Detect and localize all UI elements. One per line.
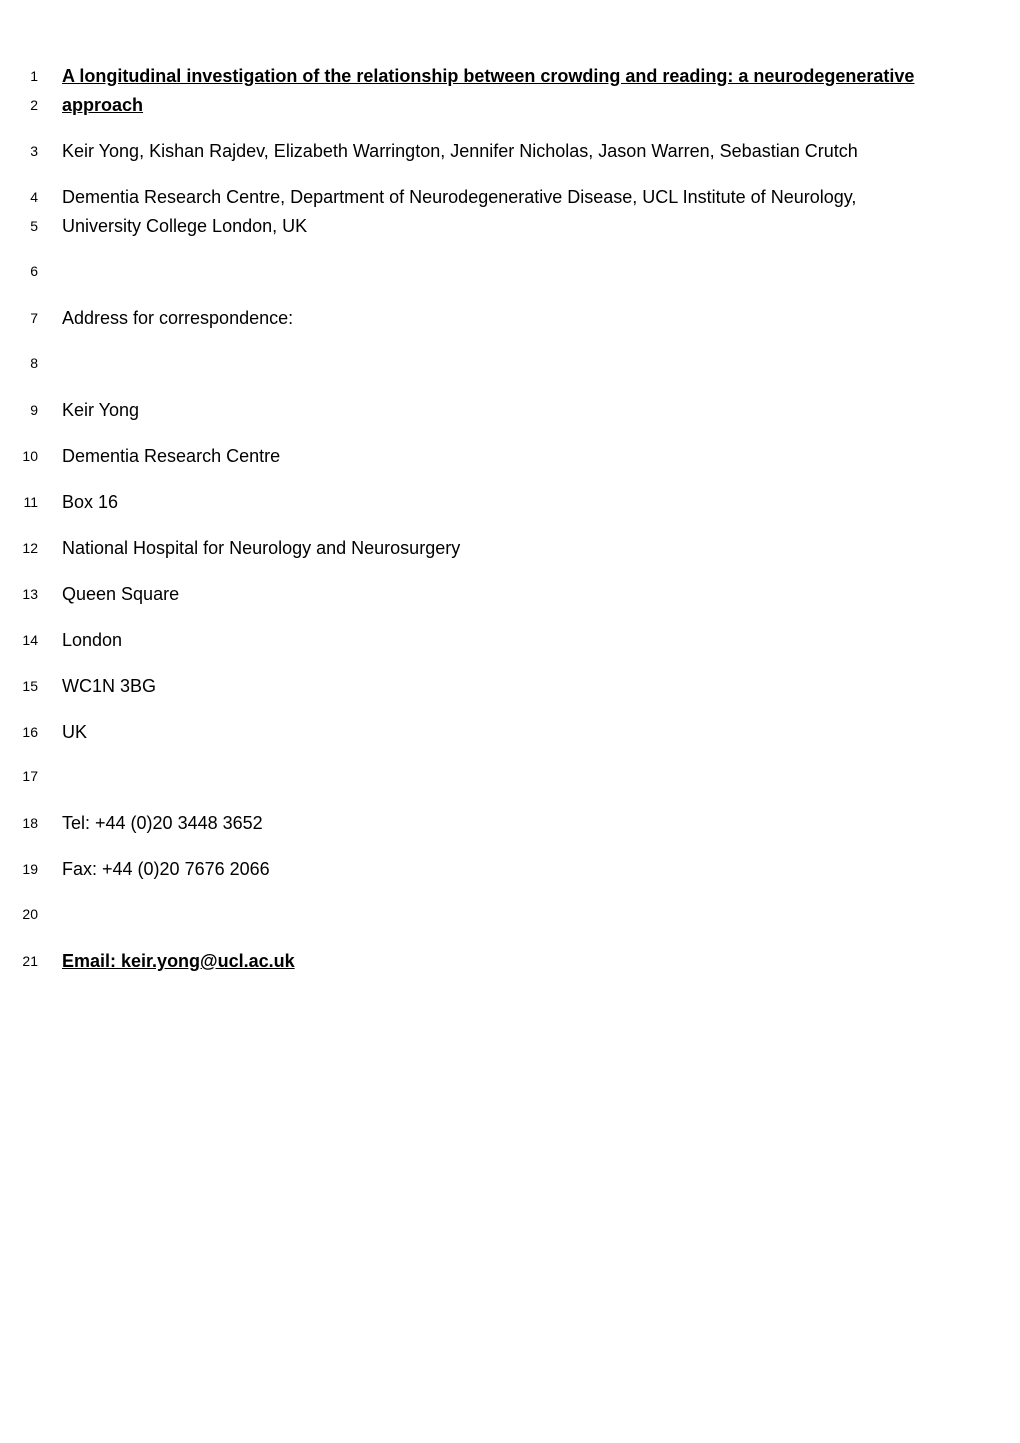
address-hospital: National Hospital for Neurology and Neurosurgery [62, 538, 461, 558]
affiliation-line-2 [0, 213, 1020, 239]
affiliation-line-1 [0, 184, 1020, 210]
line-number: 13 [22, 586, 38, 602]
address-line [0, 397, 1020, 423]
line-number: 20 [22, 906, 38, 922]
line-number: 4 [30, 189, 38, 205]
line-number: 12 [22, 540, 38, 556]
correspondence-heading: Address for correspondence: [62, 308, 294, 328]
line-number: 16 [22, 724, 38, 740]
address-city: London [62, 630, 123, 650]
line-number: 21 [22, 953, 38, 969]
affiliation: Dementia Research Centre, Department of Neurodegenerative Disease, UCL Institute of Neurology, [62, 187, 857, 207]
email-link[interactable]: Email: keir.yong@ucl.ac.uk [62, 951, 295, 971]
line-number: 2 [30, 97, 38, 113]
line-number: 8 [30, 355, 38, 371]
blank-line [0, 350, 1020, 376]
fax: Fax: +44 (0)20 7676 2066 [62, 859, 270, 879]
blank-line [0, 258, 1020, 284]
fax-line [0, 856, 1020, 882]
line-number: 10 [22, 448, 38, 464]
telephone: Tel: +44 (0)20 3448 3652 [62, 813, 263, 833]
telephone-line [0, 810, 1020, 836]
affiliation-continued: University College London, UK [62, 216, 308, 236]
line-number: 1 [30, 68, 38, 84]
address-line [0, 673, 1020, 699]
address-line [0, 627, 1020, 653]
address-country: UK [62, 722, 88, 742]
address-line [0, 443, 1020, 469]
email-line [0, 948, 1020, 974]
title-line-1 [0, 63, 1020, 89]
address-postcode: WC1N 3BG [62, 676, 157, 696]
paper-title-continued: approach [62, 95, 144, 115]
address-box: Box 16 [62, 492, 119, 512]
line-number: 15 [22, 678, 38, 694]
address-organisation: Dementia Research Centre [62, 446, 281, 466]
line-number: 9 [30, 402, 38, 418]
address-line [0, 581, 1020, 607]
line-number: 6 [30, 263, 38, 279]
contact-name: Keir Yong [62, 400, 140, 420]
address-line [0, 489, 1020, 515]
authors-line [0, 138, 1020, 164]
line-number: 5 [30, 218, 38, 234]
blank-line [0, 901, 1020, 927]
address-line [0, 535, 1020, 561]
line-number: 19 [22, 861, 38, 877]
address-street: Queen Square [62, 584, 180, 604]
line-number: 3 [30, 143, 38, 159]
line-number: 18 [22, 815, 38, 831]
title-line-2 [0, 92, 1020, 118]
correspondence-heading-line [0, 305, 1020, 331]
blank-line [0, 763, 1020, 789]
line-number: 11 [23, 494, 38, 510]
paper-title: A longitudinal investigation of the relationship between crowding and reading: a neurodegenerative [62, 66, 915, 86]
line-number: 7 [30, 310, 38, 326]
line-number: 14 [22, 632, 38, 648]
authors: Keir Yong, Kishan Rajdev, Elizabeth Warrington, Jennifer Nicholas, Jason Warren, Sebastian Crutch [62, 141, 858, 161]
address-line [0, 719, 1020, 745]
line-number: 17 [22, 768, 38, 784]
